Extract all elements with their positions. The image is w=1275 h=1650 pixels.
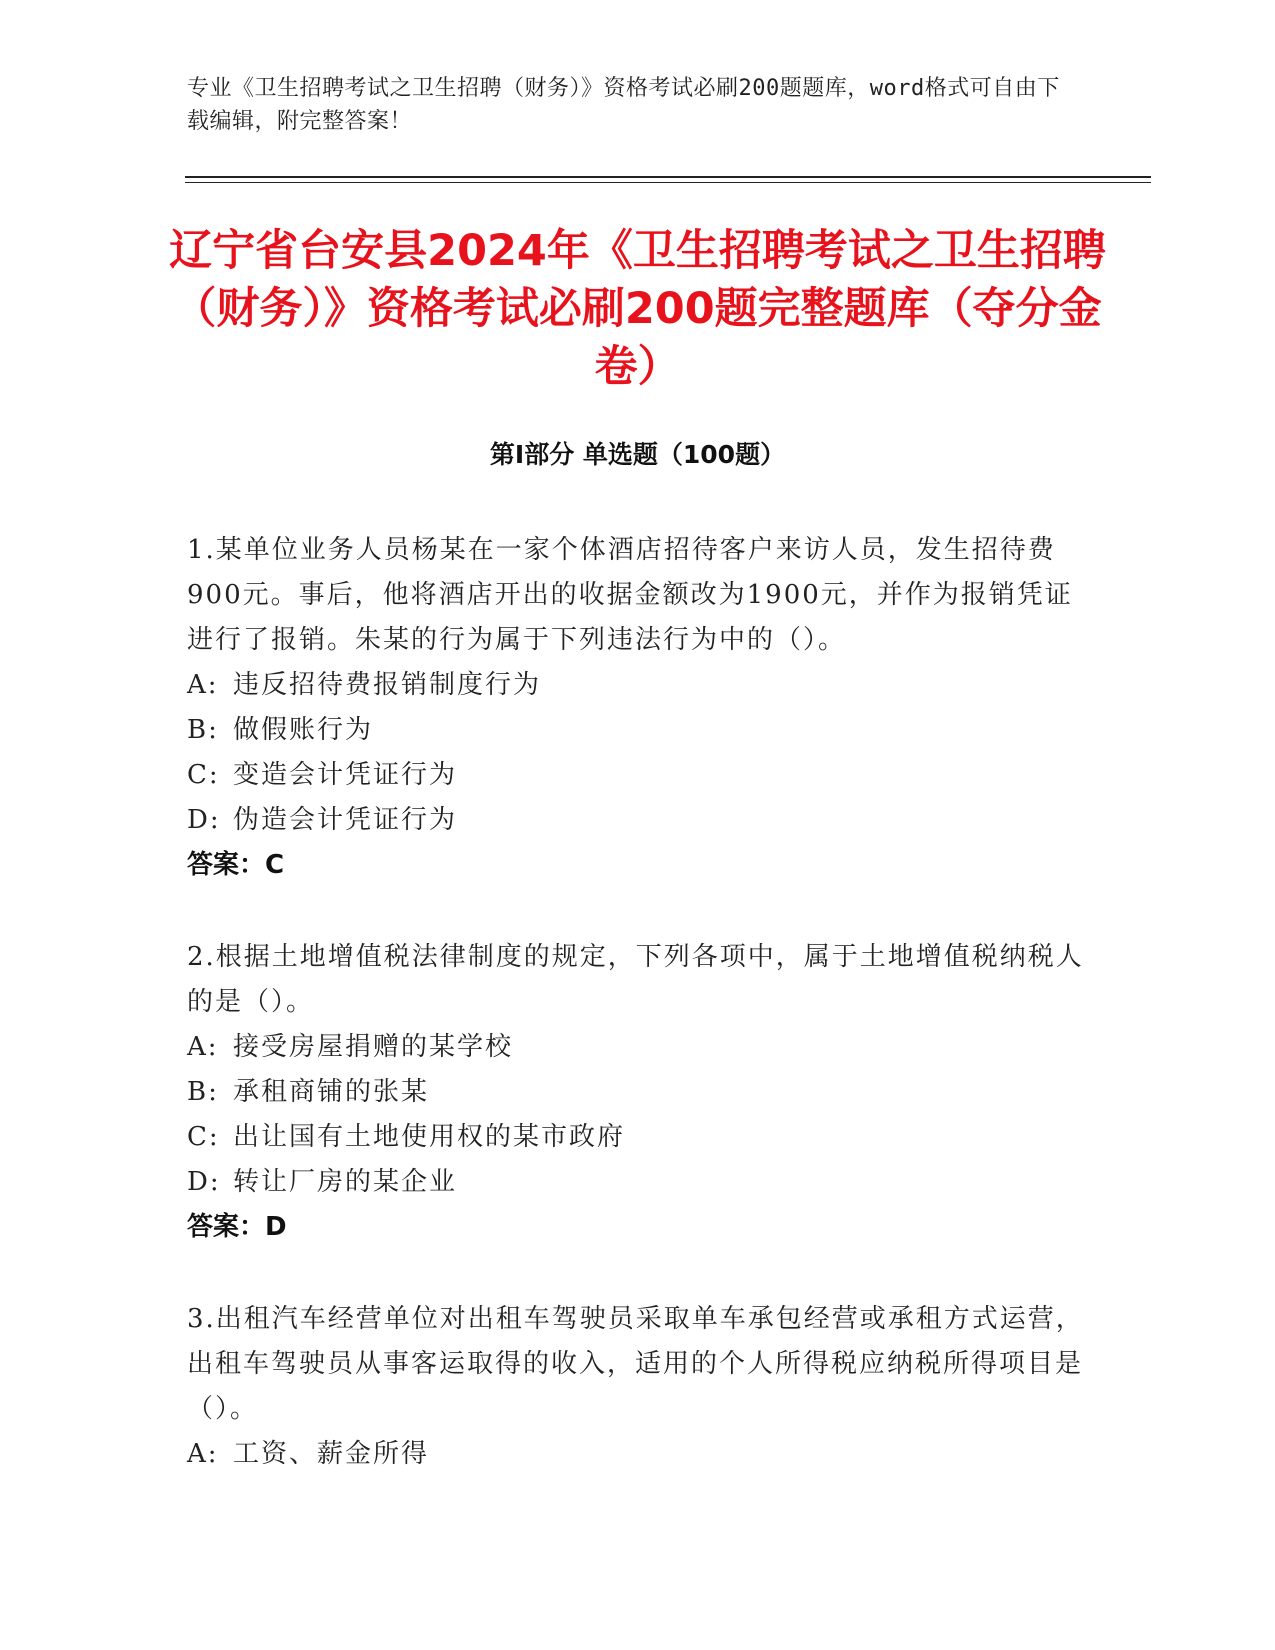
option-text: 变造会计凭证行为 (233, 760, 458, 790)
option-text: 做假账行为 (233, 715, 374, 745)
question-text: 2.根据土地增值税法律制度的规定，下列各项中，属于土地增值税纳税人的是（）。 (187, 942, 1084, 1017)
option-text: 承租商铺的张某 (233, 1077, 430, 1107)
option-text: 伪造会计凭证行为 (233, 805, 458, 835)
option-key: C: (187, 1122, 220, 1152)
option-text: 转让厂房的某企业 (233, 1167, 458, 1197)
header-divider-thin (185, 182, 1151, 183)
option-c (187, 1115, 1087, 1160)
option-key: B: (187, 1077, 219, 1107)
option-key: B: (187, 715, 219, 745)
option-text: 违反招待费报销制度行为 (233, 670, 542, 700)
question-text: 1.某单位业务人员杨某在一家个体酒店招待客户来访人员，发生招待费900元。事后，他将酒店开出的收据金额改为1900元，并作为报销凭证进行了报销。朱某的行为属于下列违法行为中的（）。 (187, 535, 1073, 655)
option-text: 接受房屋捐赠的某学校 (233, 1032, 514, 1062)
option-text: 工资、薪金所得 (233, 1439, 430, 1469)
option-key: A: (187, 1439, 219, 1469)
option-key: A: (187, 670, 219, 700)
question-1 (187, 528, 1087, 888)
option-text: 出让国有土地使用权的某市政府 (233, 1122, 626, 1152)
option-key: A: (187, 1032, 219, 1062)
document-title: 辽宁省台安县2024年《卫生招聘考试之卫生招聘（财务）》资格考试必刷200题完整题库（夺分金卷） (169, 226, 1106, 392)
option-key: C: (187, 760, 220, 790)
question-text: 3.出租汽车经营单位对出租车驾驶员采取单车承包经营或承租方式运营，出租车驾驶员从事客运取得的收入，适用的个人所得税应纳税所得项目是（）。 (187, 1304, 1084, 1424)
option-key: D: (187, 1167, 221, 1197)
header-divider-thick (185, 176, 1151, 178)
question-3 (187, 1297, 1087, 1477)
question-2 (187, 935, 1087, 1250)
option-d (187, 798, 1087, 843)
option-a (187, 1432, 1087, 1477)
option-a (187, 1025, 1087, 1070)
answer-line: 答案：D (187, 1212, 287, 1242)
option-c (187, 753, 1087, 798)
option-d (187, 1160, 1087, 1205)
question-list (187, 528, 1087, 1524)
option-b (187, 1070, 1087, 1115)
option-a (187, 663, 1087, 708)
header-note: 专业《卫生招聘考试之卫生招聘（财务）》资格考试必刷200题题库，word格式可自由下载编辑，附完整答案！ (187, 76, 1060, 134)
option-key: D: (187, 805, 221, 835)
answer-line: 答案：C (187, 850, 285, 880)
option-b (187, 708, 1087, 753)
section-title: 第Ⅰ部分 单选题（100题） (489, 440, 786, 469)
